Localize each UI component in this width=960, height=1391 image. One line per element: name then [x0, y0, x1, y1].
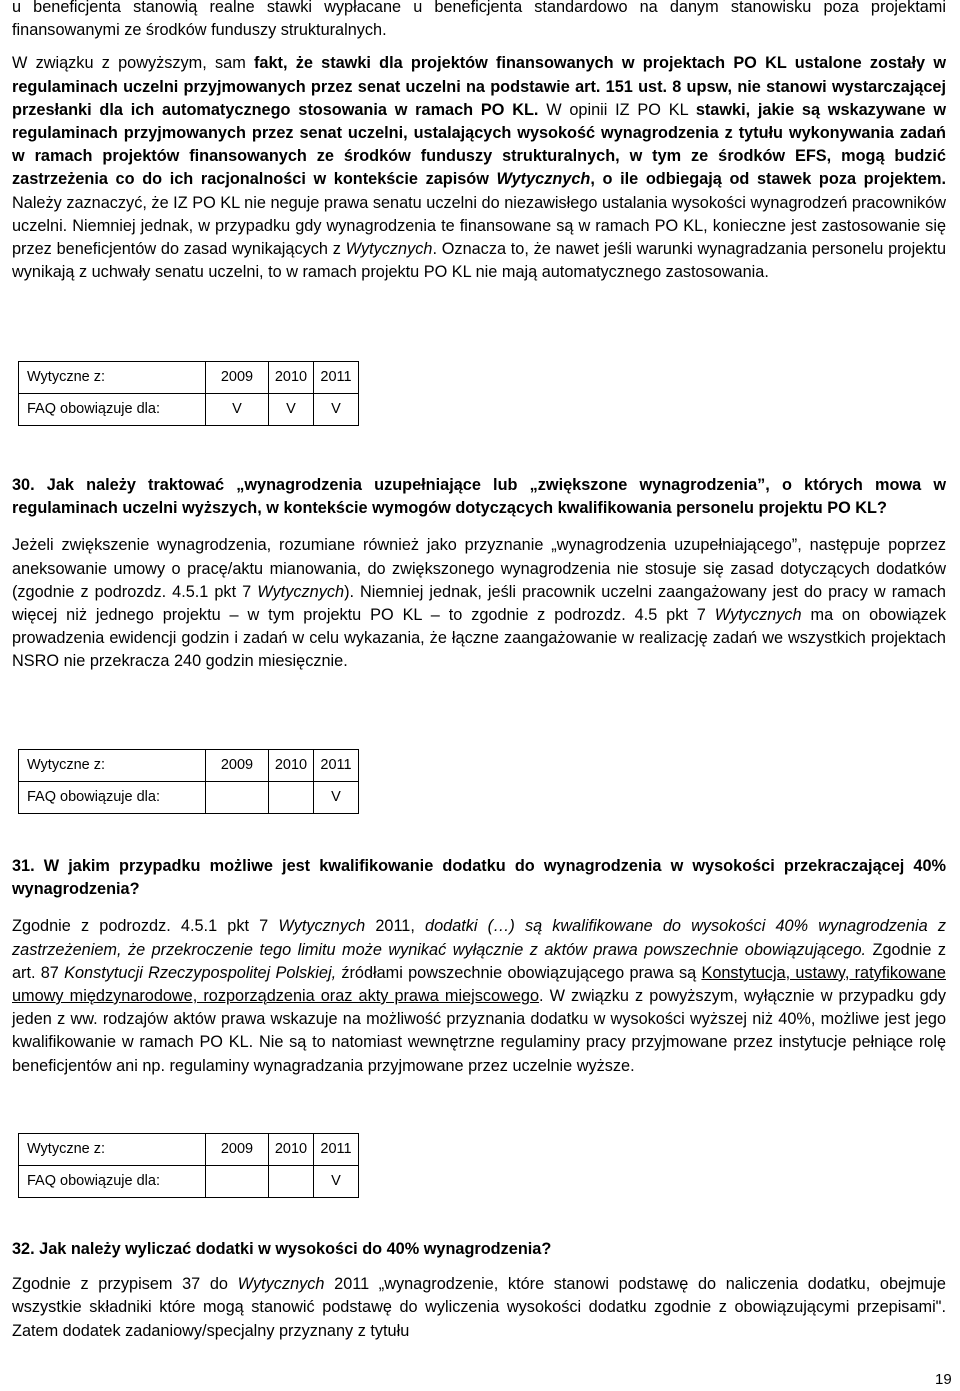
- question-31-section: [12, 855, 946, 1078]
- text-run: 2011,: [365, 917, 426, 936]
- table-cell-mark: V: [314, 782, 359, 814]
- text-run: Zgodnie z przypisem 37 do: [12, 1275, 238, 1294]
- table-cell-mark: [269, 1166, 314, 1198]
- text-run: Zgodnie z podrozdz. 4.5.1 pkt 7: [12, 917, 279, 936]
- table-row: [19, 394, 359, 426]
- table-cell-year: 2010: [269, 362, 314, 394]
- question-32-title: 32. Jak należy wyliczać dodatki w wysokości do 40% wynagrodzenia?: [12, 1240, 552, 1258]
- question-30-section: [12, 474, 946, 674]
- table-cell-mark: [269, 782, 314, 814]
- table-cell-year: 2009: [206, 750, 269, 782]
- table-cell-year: 2009: [206, 362, 269, 394]
- question-31-answer: [12, 915, 946, 1077]
- italic-run: Wytycznych: [714, 606, 802, 625]
- italic-run: Wytycznych: [257, 582, 345, 601]
- faq-applicability-table: [18, 361, 359, 426]
- table-cell-year: 2011: [314, 750, 359, 782]
- text-run: . Oznacza to, że nawet jeśli warunki wynagradzania personelu projektu wynikają z uchwały senatu uczelni, to w ramach projektu PO KL nie mają automatycznego zastosowania.: [12, 240, 946, 282]
- table-cell-year: 2009: [206, 1134, 269, 1166]
- table-cell-label: Wytyczne z:: [19, 1134, 206, 1166]
- intro-continuation-paragraph: u beneficjenta stanowią realne stawki wypłacane u beneficjenta standardowo na danym stanowisku poza projektami finansowanymi ze środków funduszy strukturalnych.: [12, 0, 946, 40]
- table-cell-label: FAQ obowiązuje dla:: [19, 394, 206, 426]
- text-run: ). Niemniej jednak, jeśli pracownik uczelni zaangażowany jest do pracy w ramach więcej niż jednego projektu – w tym projektu PO KL – to zgodnie z podrozdz. 4.5 pkt 7: [12, 582, 946, 625]
- question-32-section: [12, 1238, 946, 1343]
- table-cell-label: Wytyczne z:: [19, 750, 206, 782]
- table-row: [19, 782, 359, 814]
- intro-section: [12, 0, 946, 284]
- text-run: źródłami powszechnie obowiązującego prawa są: [336, 963, 702, 982]
- intro-main-paragraph: [12, 52, 946, 284]
- table-cell-label: Wytyczne z:: [19, 362, 206, 394]
- table-cell-mark: V: [314, 394, 359, 426]
- table-cell-mark: V: [269, 394, 314, 426]
- italic-run: Wytycznych: [278, 917, 366, 936]
- question-30-answer: [12, 534, 946, 673]
- table-row: [19, 750, 359, 782]
- italic-run: Wytycznych: [237, 1275, 325, 1294]
- table-cell-mark: [206, 1166, 269, 1198]
- underlined-run: Konstytucja, ustawy, ratyfikowane umowy międzynarodowe, rozporządzenia oraz akty prawa miejscowego: [12, 963, 946, 1006]
- table-cell-year: 2010: [269, 1134, 314, 1166]
- table-row: [19, 1134, 359, 1166]
- text-run: ma on obowiązek prowadzenia ewidencji godzin i zadań w celu wykazania, że łączne zaangażowanie w realizację zadań we wszystkich projektach NSRO nie przekracza 240 godzin miesięcznie.: [12, 606, 947, 671]
- text-run: W związku z powyższym, sam: [12, 54, 254, 73]
- table-cell-mark: V: [206, 394, 269, 426]
- table-cell-label: FAQ obowiązuje dla:: [19, 782, 206, 814]
- table-row: [19, 1166, 359, 1198]
- table-row: [19, 362, 359, 394]
- italic-run: Wytycznych: [345, 240, 433, 259]
- table-cell-mark: [206, 782, 269, 814]
- question-30-title: 30. Jak należy traktować „wynagrodzenia uzupełniające lub „zwiększone wynagrodzenia”, o których mowa w regulaminach uczelni wyższych, w kontekście wymogów dotyczących kwalifikowania personelu projektu PO KL?: [12, 476, 946, 518]
- bold-run: stawki, jakie są wskazywane w regulaminach przyjmowanych przez senat uczelni, ustalających wysokość wynagrodzenia z tytułu wykonywania zadań w ramach projektów finansowanych ze środków funduszy strukturalnych, w tym ze środków EFS, mogą budzić zastrzeżenia co do ich racjonalności w kontekście zapisów: [12, 100, 946, 189]
- text-run: W opinii IZ PO KL: [538, 100, 696, 119]
- text-run: Zgodnie z art. 87: [12, 940, 946, 982]
- table-cell-year: 2010: [269, 750, 314, 782]
- table-cell-year: 2011: [314, 1134, 359, 1166]
- bold-run: , o ile odbiegają od stawek poza projektem.: [590, 170, 946, 189]
- italic-run: dodatki (…) są kwalifikowane do wysokości 40% wynagrodzenia z zastrzeżeniem, że przekroczenie tego limitu może wynikać wyłącznie z aktów prawa powszechnie obowiązującego.: [12, 917, 946, 959]
- page-number: 19: [935, 1371, 952, 1388]
- question-31-title: 31. W jakim przypadku możliwe jest kwalifikowanie dodatku do wynagrodzenia w wysokości przekraczającej 40% wynagrodzenia?: [12, 857, 946, 899]
- question-32-answer: [12, 1273, 946, 1343]
- text-run: 2011 „wynagrodzenie, które stanowi podstawę do naliczenia dodatku, obejmuje wszystkie składniki które mogą stanowić podstawę do wyliczenia wysokości dodatku zgodnie z obowiązującymi przepisami". Zatem dodatek zadaniowy/specjalny przyznany z tytułu: [12, 1275, 946, 1340]
- bold-run: fakt, że stawki dla projektów finansowanych w projektach PO KL ustalone zostały w regulaminach uczelni przyjmowanych przez senat uczelni na podstawie art. 151 ust. 8 upsw, nie stanowi wystarczającej przesłanki dla ich automatycznego stosowania w ramach PO KL.: [12, 54, 946, 119]
- bold-italic-run: Wytycznych: [496, 170, 591, 189]
- faq-applicability-table: [18, 749, 359, 814]
- faq-applicability-table: [18, 1133, 359, 1198]
- table-cell-year: 2011: [314, 362, 359, 394]
- italic-run: Konstytucji Rzeczypospolitej Polskiej,: [64, 963, 337, 982]
- table-cell-mark: V: [314, 1166, 359, 1198]
- text-run: Jeżeli zwiększenie wynagrodzenia, rozumiane również jako przyznanie „wynagrodzenia uzupełniającego”, następuje poprzez aneksowanie umowy o pracę/aktu mianowania, do zwiększonego wynagrodzenia nie stosuje się zasad dotyczących dodatków (zgodnie z podrozdz. 4.5.1 pkt 7: [12, 536, 946, 601]
- text-run: . W związku z powyższym, wyłącznie w przypadku gdy jeden z ww. rodzajów aktów prawa wskazuje na możliwość przyznania dodatku w wysokości wyższej niż 40%, możliwe jest jego kwalifikowanie w ramach PO KL. Nie są to natomiast wewnętrzne regulaminy pracy przyjmowane przez instytucje pełniące rolę beneficjentów ani np. regulaminy wynagradzania przyjmowane przez uczelnie wyższe.: [12, 987, 946, 1075]
- table-cell-label: FAQ obowiązuje dla:: [19, 1166, 206, 1198]
- text-run: Należy zaznaczyć, że IZ PO KL nie neguje prawa senatu uczelni do niezawisłego ustalania wysokości wynagrodzeń pracowników uczelni. Niemniej jednak, w przypadku gdy wynagrodzenia te finansowane są w ramach PO KL, konieczne jest zastosowanie się przez beneficjentów do zasad wynikających z: [12, 193, 946, 259]
